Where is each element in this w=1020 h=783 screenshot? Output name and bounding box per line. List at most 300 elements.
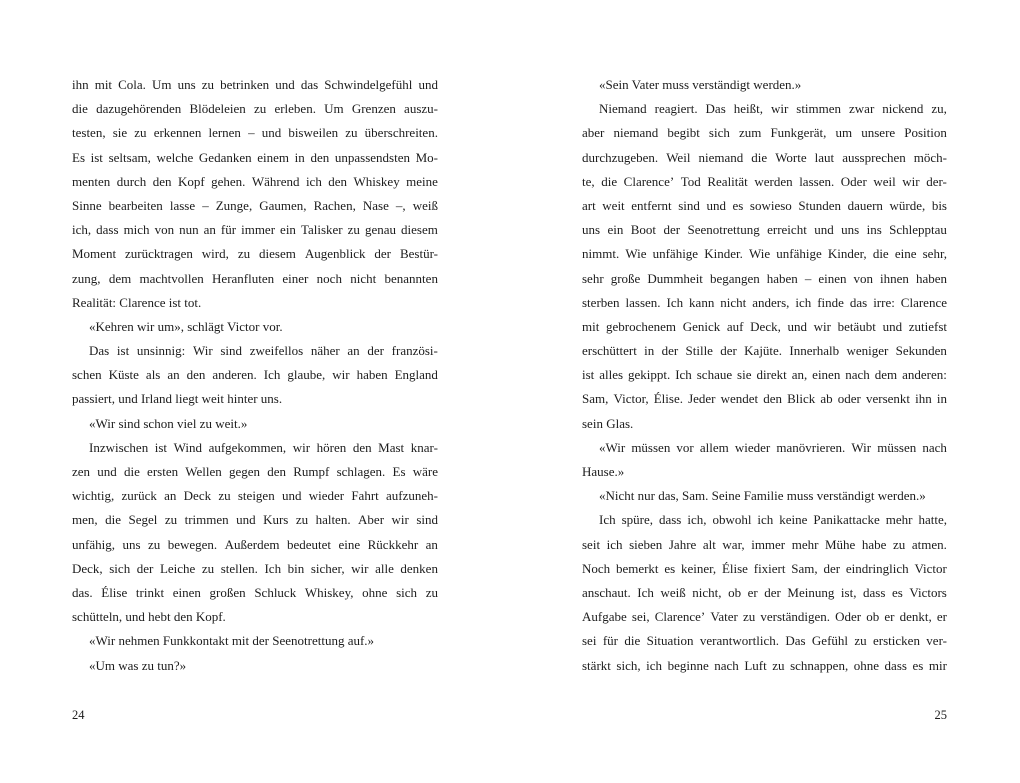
word: ich,	[72, 222, 92, 238]
word: Wie	[625, 246, 647, 262]
word: das	[300, 77, 319, 92]
word: Fahrt	[351, 488, 379, 504]
word: Segel	[128, 512, 158, 528]
word: Das	[785, 633, 806, 649]
word: ich	[606, 536, 623, 552]
word: und	[706, 197, 726, 213]
word: Cola.	[118, 77, 146, 92]
word: bisweilen	[288, 125, 339, 141]
word: unfähig,	[72, 536, 115, 552]
word: erschüttert	[582, 343, 637, 359]
word: wird,	[201, 246, 229, 262]
word: Funkgerät,	[770, 125, 827, 141]
word: glaube,	[287, 367, 326, 383]
text-line	[582, 315, 947, 339]
word: für	[220, 222, 237, 238]
word: Whiskey	[353, 173, 400, 189]
word: zu	[893, 536, 906, 552]
text-line: Realität: Clarence ist tot.	[72, 294, 202, 310]
word: Nase	[362, 197, 389, 213]
word: sich	[109, 560, 131, 576]
word: mehr	[885, 512, 913, 528]
word: Um	[152, 77, 172, 92]
word: unsinnig:	[136, 343, 186, 359]
word: wichtig,	[72, 488, 115, 504]
word: als	[145, 367, 161, 383]
word: Grenzen	[351, 101, 396, 117]
word: zu	[742, 609, 756, 625]
word: obwohl	[712, 512, 752, 528]
word: Victor	[914, 560, 947, 576]
word: an	[425, 536, 438, 552]
word: immer	[751, 536, 786, 552]
word: denkt,	[899, 609, 932, 625]
word: Mühe	[824, 536, 856, 552]
word: Rumpf	[293, 464, 330, 479]
word: ersticken	[873, 633, 920, 649]
word: dem	[108, 270, 132, 286]
word: zurücktragen	[125, 246, 193, 262]
word: Dummheit	[647, 270, 703, 286]
word: die	[601, 173, 618, 189]
text-line	[72, 363, 438, 387]
text-line: Hause.»	[582, 464, 625, 479]
word: und	[261, 125, 282, 141]
word: große	[610, 270, 641, 286]
word: müssen	[877, 439, 917, 455]
word: sind	[220, 343, 243, 359]
word: schnappen,	[790, 657, 849, 673]
text-line	[582, 363, 947, 387]
word: sei,	[631, 609, 650, 625]
text-line	[582, 581, 947, 605]
word: irre:	[873, 294, 895, 310]
word: lassen.	[625, 294, 661, 310]
word: ersten	[147, 464, 179, 479]
word: wir	[292, 439, 311, 455]
word: dass	[884, 657, 907, 673]
text-line	[582, 387, 947, 411]
text-line	[582, 557, 947, 581]
word: halten.	[315, 512, 351, 528]
text-line	[72, 436, 438, 460]
word: menten	[72, 173, 111, 189]
word: heißt,	[733, 101, 763, 117]
word: erkennen	[153, 125, 202, 141]
text-line	[72, 242, 438, 266]
word: dem	[874, 367, 898, 383]
text-line	[72, 267, 438, 291]
word: Niemand	[599, 101, 647, 117]
word: die	[624, 633, 641, 649]
text-line	[582, 605, 947, 629]
word: zurück	[121, 488, 157, 504]
word: der	[374, 246, 392, 262]
word: welche	[156, 149, 194, 165]
word: Ich	[637, 584, 654, 600]
word: einen	[818, 270, 847, 286]
word: Kinder.	[704, 246, 743, 262]
word: durchzugeben.	[582, 149, 659, 165]
word: Noch	[582, 560, 611, 576]
word: Es	[72, 149, 85, 165]
word: stimmen	[796, 101, 842, 117]
word: Sekunden	[895, 343, 947, 359]
word: er	[747, 584, 758, 600]
word: würde,	[889, 197, 926, 213]
text-line: schütteln, und hebt den Kopf.	[72, 609, 226, 625]
word: hatte,	[918, 512, 947, 528]
word: anderen:	[902, 367, 947, 383]
word: sich	[708, 125, 730, 141]
word: den	[328, 173, 348, 189]
word: knar-	[410, 439, 438, 455]
word: zwar	[849, 101, 875, 117]
word: Élise	[101, 584, 128, 600]
word: genau	[364, 222, 396, 238]
page-right-text	[582, 73, 947, 678]
word: sind	[416, 512, 438, 528]
word: und	[97, 464, 117, 479]
word: näher	[310, 343, 340, 359]
word: zu	[201, 560, 215, 576]
word: Sam,	[582, 391, 609, 407]
word: stellen.	[220, 560, 258, 576]
word: die	[123, 464, 140, 479]
word: Sinne	[72, 197, 102, 213]
text-line	[582, 218, 947, 242]
word: nach	[845, 367, 870, 383]
word: nimmt.	[582, 246, 620, 262]
word: um	[835, 125, 853, 141]
text-line: «Nicht nur das, Sam. Seine Familie muss verständigt werden.»	[599, 488, 926, 504]
word: den	[763, 391, 783, 407]
word: zu	[134, 125, 147, 141]
word: zu	[147, 536, 161, 552]
word: es	[664, 560, 676, 576]
word: mit	[582, 318, 600, 334]
word: lassen.	[799, 173, 835, 189]
word: entfernt	[631, 197, 672, 213]
word: spüre,	[621, 512, 653, 528]
word: sowieso	[749, 197, 792, 213]
word: der	[663, 222, 681, 238]
word: Schluck	[254, 584, 297, 600]
word: sehr	[582, 270, 604, 286]
word: an	[203, 222, 216, 238]
word: ist	[116, 343, 130, 359]
word: ohne	[853, 657, 880, 673]
word: benannten	[384, 270, 438, 286]
word: Kinder,	[827, 246, 867, 262]
word: ich	[305, 173, 322, 189]
word: nun	[179, 222, 199, 238]
text-line	[582, 339, 947, 363]
word: auszu-	[404, 101, 438, 117]
word: fixiert	[753, 560, 786, 576]
word: anderen.	[212, 367, 257, 383]
text-line	[72, 581, 438, 605]
word: ohne	[362, 584, 388, 600]
word: unpassendsten	[334, 149, 410, 165]
word: Ich	[263, 367, 281, 383]
word: dazugehörenden	[96, 101, 182, 117]
word: Um	[324, 101, 344, 117]
word: es	[732, 197, 744, 213]
word: te,	[582, 173, 595, 189]
word: und	[814, 222, 834, 238]
word: laut	[814, 149, 835, 165]
word: art	[582, 197, 596, 213]
word: Ich	[675, 367, 692, 383]
word: Inzwischen	[89, 439, 149, 455]
text-line	[72, 218, 438, 242]
text-line	[72, 97, 438, 121]
word: wir	[351, 560, 369, 576]
word: einen	[172, 584, 201, 600]
word: erreicht	[767, 222, 807, 238]
word: zweifellos	[249, 343, 304, 359]
word: haben	[356, 367, 388, 383]
word: machtvollen	[139, 270, 204, 286]
word: testen,	[72, 125, 106, 141]
text-line	[582, 97, 947, 121]
word: Bestür-	[399, 246, 438, 262]
text-line	[72, 194, 438, 218]
word: einer	[282, 270, 309, 286]
word: und	[882, 318, 903, 334]
word: gehen.	[211, 173, 246, 189]
word: sicher,	[310, 560, 345, 576]
word: bedeutet	[286, 536, 332, 552]
word: Élise	[721, 560, 748, 576]
word: trinkt	[135, 584, 165, 600]
word: erleben.	[274, 101, 316, 117]
word: wir	[391, 512, 409, 528]
word: seltsam,	[108, 149, 151, 165]
word: direkt	[756, 367, 787, 383]
word: den	[186, 367, 206, 383]
word: die	[751, 149, 768, 165]
word: Das	[705, 101, 726, 117]
text-line	[582, 654, 947, 678]
text-line: «Kehren wir um», schlägt Victor vor.	[89, 318, 283, 334]
word: Rachen,	[313, 197, 356, 213]
word: gebrochenem	[606, 318, 677, 334]
word: den	[352, 439, 372, 455]
text-line	[72, 339, 438, 363]
word: sterben	[582, 294, 620, 310]
text-line: sein Glas.	[582, 415, 634, 431]
word: er	[936, 609, 947, 625]
word: schlagen.	[336, 464, 386, 479]
word: an	[164, 488, 177, 504]
word: eine	[894, 246, 917, 262]
word: Worte	[775, 149, 807, 165]
word: oder	[837, 391, 861, 407]
word: ihn	[915, 391, 932, 407]
word: auf	[726, 318, 744, 334]
word: ist	[90, 149, 103, 165]
word: Position	[904, 125, 947, 141]
word: sich,	[616, 657, 641, 673]
text-line	[582, 242, 947, 266]
word: Augenblick	[304, 246, 366, 262]
word: Wie	[748, 246, 771, 262]
word: an	[167, 367, 180, 383]
word: anders,	[752, 294, 790, 310]
text-line: passiert, und Irland liegt weit hinter uns.	[72, 391, 283, 407]
word: noch	[316, 270, 342, 286]
word: alles	[599, 367, 624, 383]
word: atmen.	[911, 536, 947, 552]
word: von	[853, 270, 874, 286]
word: beginne	[667, 657, 709, 673]
word: Moment	[72, 246, 117, 262]
word: von	[154, 222, 175, 238]
word: sind	[678, 197, 700, 213]
word: zu	[201, 77, 215, 92]
word: sie	[737, 367, 752, 383]
word: ich,	[687, 512, 707, 528]
word: versenkt	[865, 391, 911, 407]
word: Jahre	[668, 536, 697, 552]
word: der-	[926, 173, 947, 189]
word: den	[267, 464, 287, 479]
word: nicht	[350, 270, 377, 286]
word: Victor,	[613, 391, 649, 407]
text-line	[72, 557, 438, 581]
word: begangen	[709, 270, 760, 286]
word: zutiefst	[908, 318, 947, 334]
word: Innerhalb	[789, 343, 840, 359]
word: Ich	[264, 560, 282, 576]
word: Deck,	[750, 318, 781, 334]
text-line	[582, 508, 947, 532]
word: in	[644, 343, 655, 359]
word: unfähige	[652, 246, 699, 262]
word: weiß	[412, 197, 438, 213]
word: alt	[702, 536, 716, 552]
word: habe	[861, 536, 887, 552]
text-line: «Um was zu tun?»	[89, 657, 187, 673]
word: Wir	[192, 343, 213, 359]
word: Genick	[682, 318, 721, 334]
word: –	[804, 270, 812, 286]
word: Sam,	[791, 560, 818, 576]
word: Tod	[680, 173, 701, 189]
word: zu	[253, 101, 267, 117]
word: eine	[338, 536, 361, 552]
word: Heranfluten	[212, 270, 275, 286]
word: dass	[96, 222, 119, 238]
text-line	[582, 629, 947, 653]
word: ist	[582, 367, 595, 383]
word: den	[152, 173, 172, 189]
word: bearbeiten	[108, 197, 163, 213]
word: niemand	[613, 125, 659, 141]
word: mir	[928, 657, 947, 673]
word: zu,	[931, 101, 947, 117]
text-line	[72, 146, 438, 170]
word: Luft	[744, 657, 767, 673]
word: Clarence’	[654, 609, 706, 625]
word: den	[310, 149, 330, 165]
word: meine	[406, 173, 438, 189]
word: der	[661, 343, 679, 359]
word: Leiche	[159, 560, 196, 576]
word: ich	[795, 294, 812, 310]
word: nicht	[720, 294, 747, 310]
text-line	[582, 170, 947, 194]
word: der	[367, 343, 384, 359]
word: betrinken	[220, 77, 270, 92]
word: bewegen.	[167, 536, 218, 552]
text-line	[72, 460, 438, 484]
word: dass	[863, 584, 886, 600]
word: gekippt.	[628, 367, 671, 383]
word: Blick	[787, 391, 816, 407]
word: mit	[94, 77, 113, 92]
word: –	[202, 197, 209, 213]
text-line	[582, 533, 947, 557]
word: verantwortlich.	[699, 633, 779, 649]
word: trimmen	[184, 512, 229, 528]
word: Schwindelgefühl	[324, 77, 413, 92]
word: nicht,	[692, 584, 722, 600]
word: gegen	[229, 464, 261, 479]
word: das	[849, 294, 868, 310]
word: Stunden	[798, 197, 841, 213]
word: Clarence	[900, 294, 947, 310]
word: aufzuneh-	[386, 488, 438, 504]
word: schaue	[696, 367, 733, 383]
word: Jeder	[688, 391, 716, 407]
word: ein	[280, 222, 296, 238]
word: wir	[902, 173, 920, 189]
word: uns	[841, 222, 860, 238]
word: zu	[772, 657, 785, 673]
text-line	[582, 121, 947, 145]
word: nach	[922, 439, 947, 455]
word: Stille	[685, 343, 713, 359]
word: Seenotrettung	[687, 222, 760, 238]
word: Deck	[183, 488, 212, 504]
word: allem	[699, 439, 729, 455]
word: Kajüte.	[744, 343, 783, 359]
word: stärkt	[582, 657, 611, 673]
word: finde	[817, 294, 844, 310]
word: Ich	[666, 294, 684, 310]
word: bis	[931, 197, 947, 213]
word: Whiskey,	[304, 584, 354, 600]
word: Außerdem	[224, 536, 280, 552]
word: es	[891, 584, 903, 600]
word: der	[136, 560, 154, 576]
word: Zunge,	[215, 197, 253, 213]
page-number-right: 25	[934, 708, 947, 722]
word: sieben	[629, 536, 663, 552]
text-line	[582, 194, 947, 218]
word: Während	[251, 173, 300, 189]
word: seit	[582, 536, 601, 552]
word: wir	[813, 318, 831, 334]
word: und	[281, 488, 302, 504]
word: uns	[122, 536, 141, 552]
text-line	[72, 533, 438, 557]
word: französi-	[391, 343, 438, 359]
word: sehr,	[922, 246, 947, 262]
